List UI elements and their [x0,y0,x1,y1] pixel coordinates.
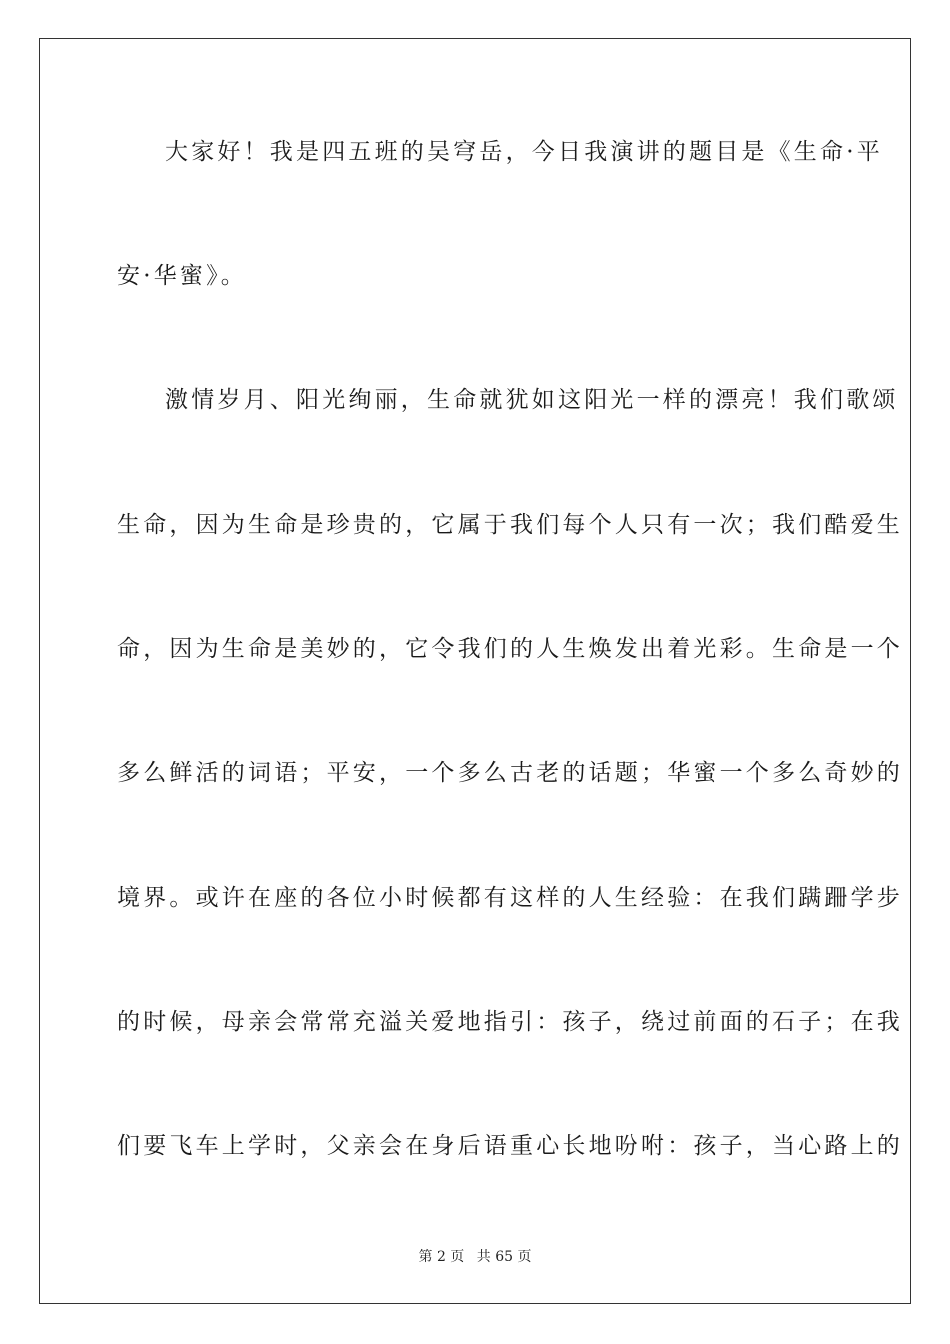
page-border [39,38,911,1304]
text-line: 安·华蜜》。 [117,263,248,289]
text-line: 多么鲜活的词语；平安，一个多么古老的话题；华蜜一个多么奇妙的 [117,760,903,786]
text-line: 们要飞车上学时，父亲会在身后语重心长地吩咐：孩子，当心路上的 [117,1133,903,1159]
page-total: 共 65 页 [476,1249,532,1265]
text-line: 生命，因为生命是珍贵的，它属于我们每个人只有一次；我们酷爱生 [117,512,903,538]
text-line: 大家好！我是四五班的吴穹岳，今日我演讲的题目是《生命·平 [165,139,883,165]
text-line: 命，因为生命是美妙的，它令我们的人生焕发出着光彩。生命是一个 [117,636,903,662]
page-number: 第 2 页 [418,1249,465,1265]
text-line: 激情岁月、阳光绚丽，生命就犹如这阳光一样的漂亮！我们歌颂 [165,387,899,413]
text-line: 境界。或许在座的各位小时候都有这样的人生经验：在我们蹒跚学步 [117,885,903,911]
page-footer [0,1248,950,1266]
text-line: 的时候，母亲会常常充溢关爱地指引：孩子，绕过前面的石子；在我 [117,1009,903,1035]
